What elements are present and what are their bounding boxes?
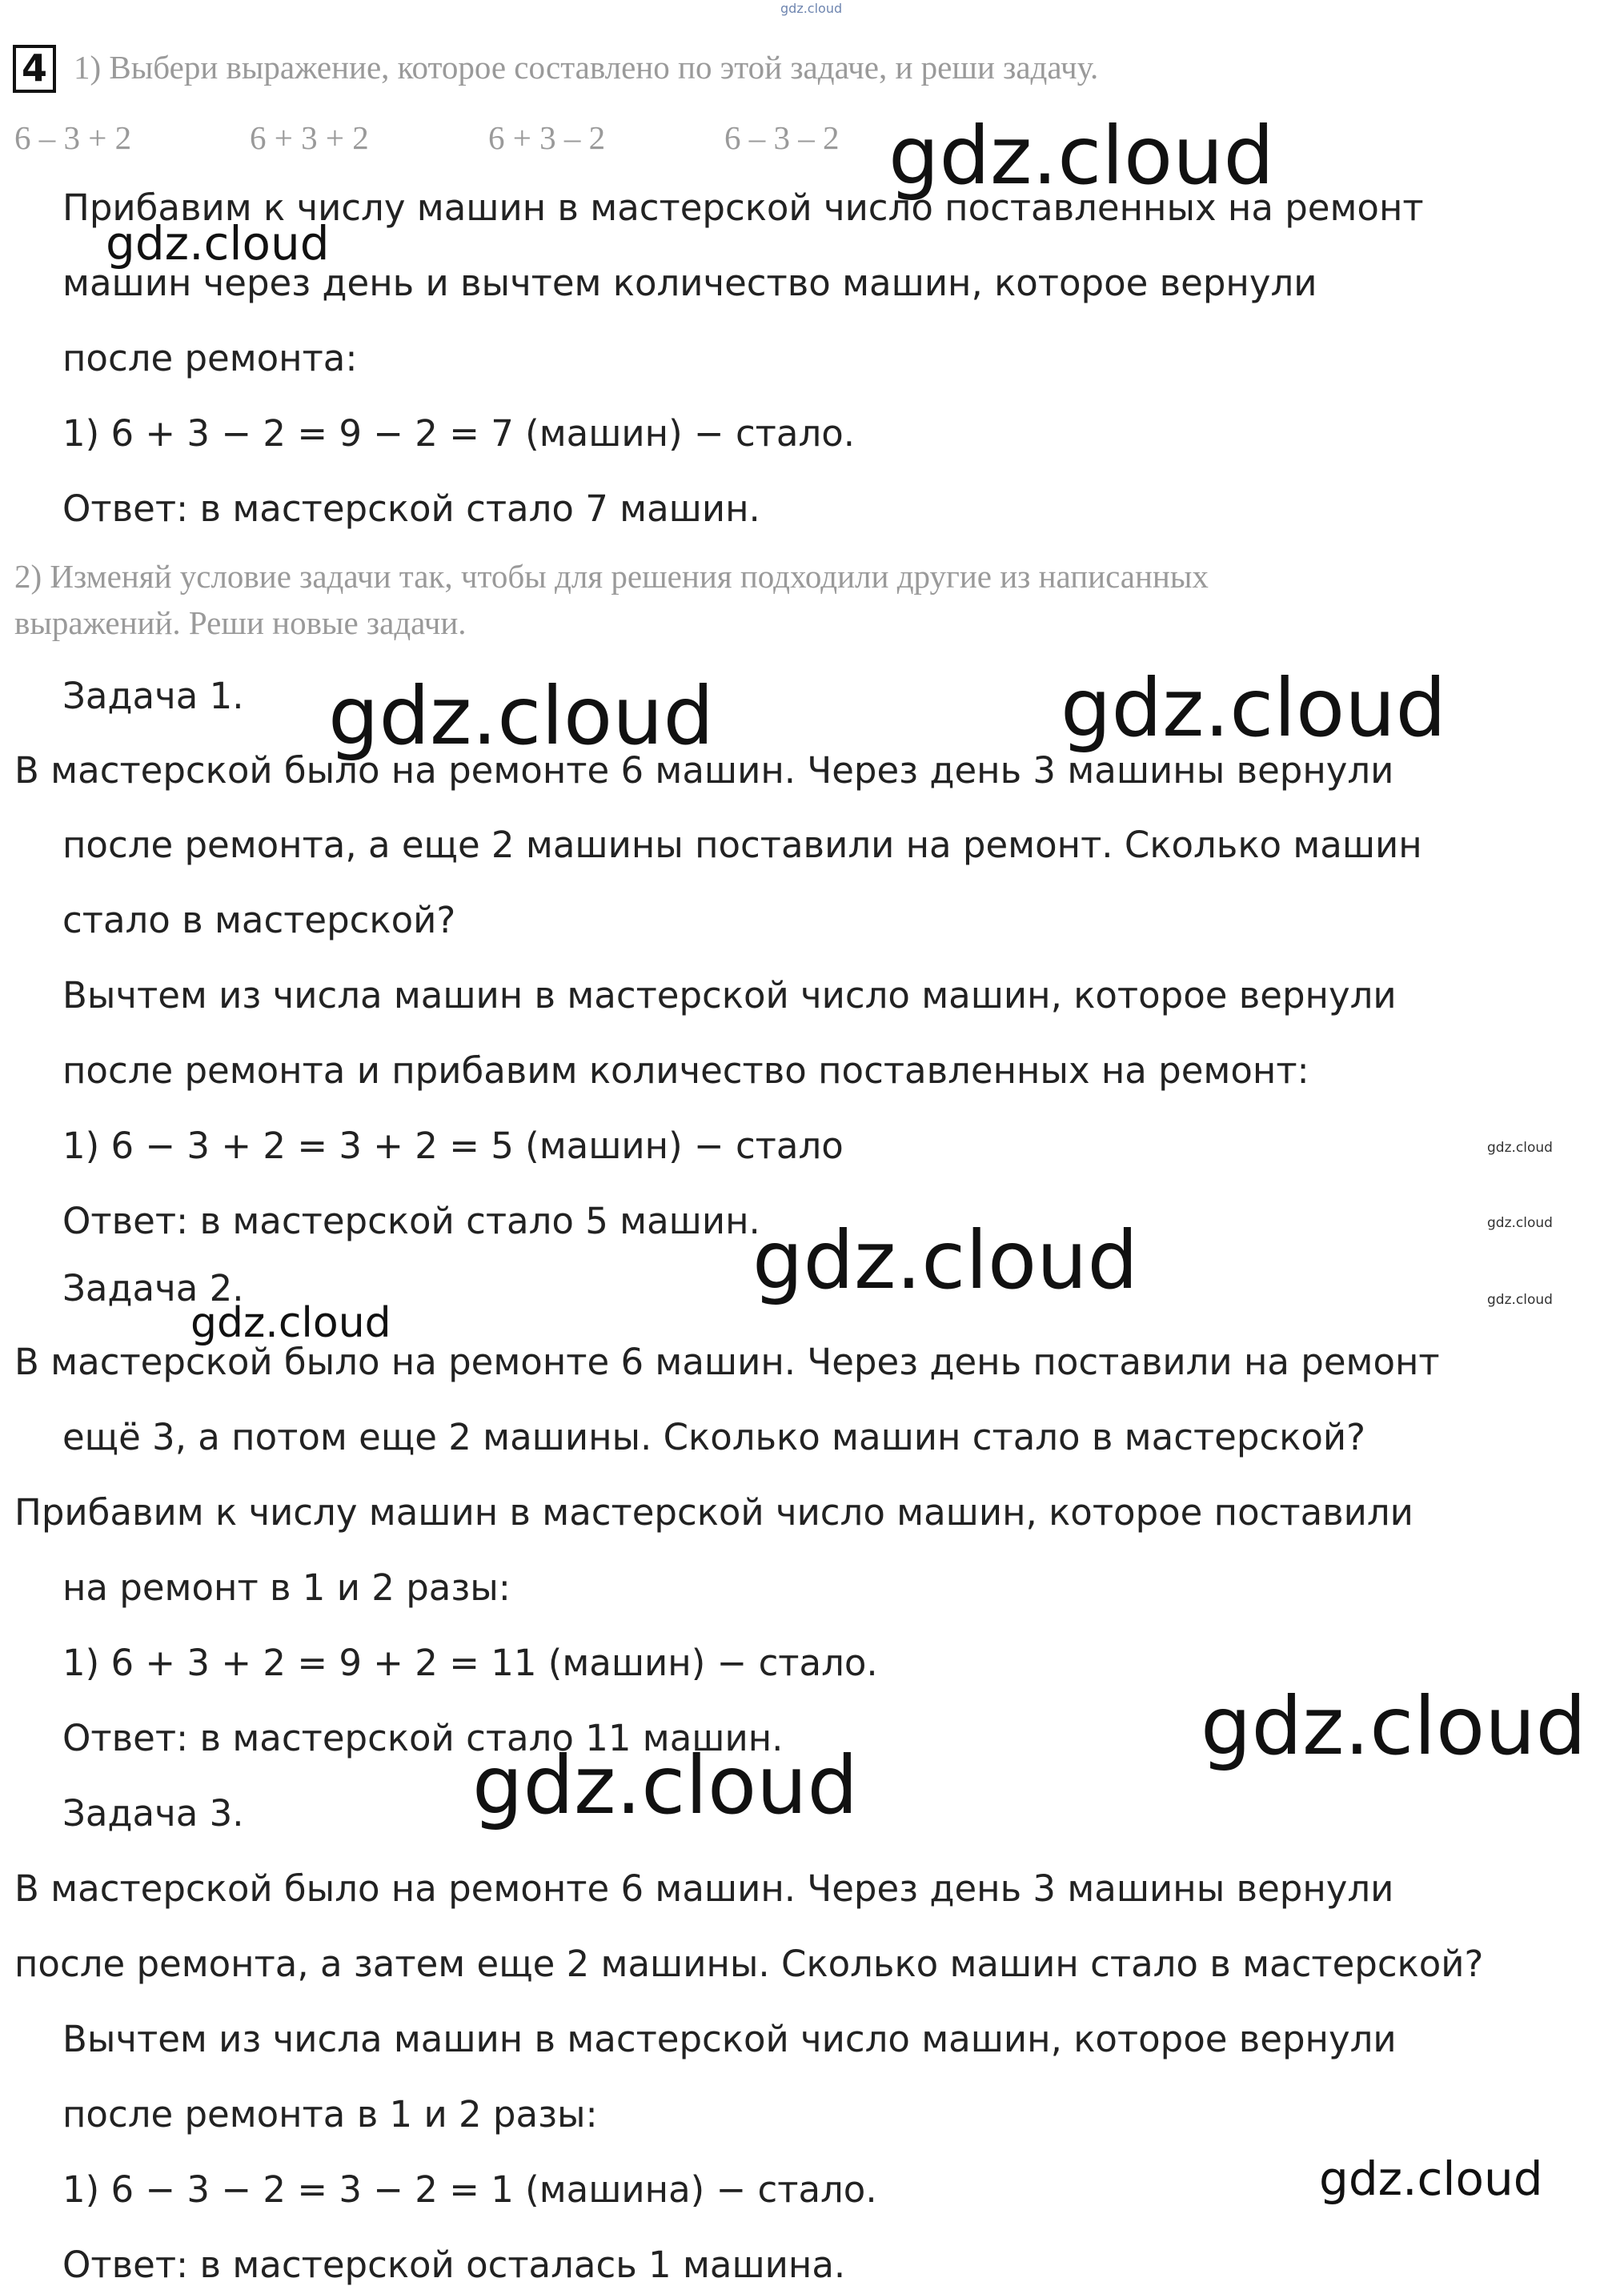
task2-line: ещё 3, а потом еще 2 машины. Сколько машин стало в мастерской? — [62, 1416, 1365, 1458]
task2-line: В мастерской было на ремонте 6 машин. Через день поставили на ремонт — [14, 1341, 1440, 1383]
watermark: gdz.cloud — [888, 109, 1275, 203]
expression-option: 6 + 3 + 2 — [250, 119, 369, 156]
solution1-line: Прибавим к числу машин в мастерской число поставленных на ремонт — [62, 186, 1424, 229]
expression-option: 6 + 3 – 2 — [488, 119, 606, 156]
watermark: gdz.cloud — [1201, 1679, 1587, 1773]
task1-line: Вычтем из числа машин в мастерской число машин, которое вернули — [62, 974, 1397, 1017]
watermark: gdz.cloud — [752, 1213, 1139, 1307]
task3-line: В мастерской было на ремонте 6 машин. Через день 3 машины вернули — [14, 1867, 1394, 1910]
task3-title: Задача 3. — [62, 1792, 244, 1835]
watermark: gdz.cloud — [1487, 1292, 1553, 1308]
question-2: 2) Изменяй условие задачи так, чтобы для решения подходили другие из написанных — [14, 558, 1209, 595]
solution1-equation: 1) 6 + 3 − 2 = 9 − 2 = 7 (машин) − стало. — [62, 412, 856, 455]
watermark: gdz.cloud — [1319, 2152, 1543, 2206]
task3-answer: Ответ: в мастерской осталась 1 машина. — [62, 2244, 846, 2286]
task1-line: В мастерской было на ремонте 6 машин. Через день 3 машины вернули — [14, 749, 1394, 792]
task1-answer: Ответ: в мастерской стало 5 машин. — [62, 1200, 760, 1242]
task2-title: Задача 2. — [62, 1267, 244, 1309]
question-2: выражений. Реши новые задачи. — [14, 604, 467, 641]
task3-equation: 1) 6 − 3 − 2 = 3 − 2 = 1 (машина) − стало. — [62, 2168, 877, 2211]
question-1: 1) Выбери выражение, которое составлено по этой задаче, и реши задачу. — [74, 49, 1099, 86]
watermark: gdz.cloud — [1487, 1140, 1553, 1156]
task2-line: на ремонт в 1 и 2 разы: — [62, 1566, 511, 1609]
task3-line: Вычтем из числа машин в мастерской число машин, которое вернули — [62, 2018, 1397, 2060]
task1-line: после ремонта, а еще 2 машины поставили на ремонт. Сколько машин — [62, 824, 1422, 866]
watermark-top: gdz.cloud — [780, 1, 843, 16]
task1-title: Задача 1. — [62, 675, 244, 717]
solution1-line: машин через день и вычтем количество машин, которое вернули — [62, 262, 1317, 304]
exercise-number: 4 — [13, 45, 56, 93]
task1-line: после ремонта и прибавим количество поставленных на ремонт: — [62, 1049, 1309, 1092]
watermark: gdz.cloud — [106, 216, 330, 271]
task2-answer: Ответ: в мастерской стало 11 машин. — [62, 1717, 784, 1759]
watermark: gdz.cloud — [1061, 661, 1447, 755]
task1-equation: 1) 6 − 3 + 2 = 3 + 2 = 5 (машин) − стало — [62, 1125, 844, 1167]
watermark: gdz.cloud — [1487, 1215, 1553, 1231]
watermark: gdz.cloud — [472, 1739, 859, 1832]
expression-option: 6 – 3 – 2 — [724, 119, 840, 156]
task1-line: стало в мастерской? — [62, 899, 456, 941]
task2-line: Прибавим к числу машин в мастерской число машин, которое поставили — [14, 1491, 1413, 1534]
solution1-answer: Ответ: в мастерской стало 7 машин. — [62, 487, 760, 530]
task3-line: после ремонта, а затем еще 2 машины. Сколько машин стало в мастерской? — [14, 1943, 1484, 1985]
expression-option: 6 – 3 + 2 — [14, 119, 132, 156]
task2-equation: 1) 6 + 3 + 2 = 9 + 2 = 11 (машин) − стало. — [62, 1642, 878, 1684]
task3-line: после ремонта в 1 и 2 разы: — [62, 2093, 598, 2136]
watermark: gdz.cloud — [190, 1299, 391, 1347]
watermark: gdz.cloud — [328, 669, 715, 763]
solution1-line: после ремонта: — [62, 337, 358, 379]
